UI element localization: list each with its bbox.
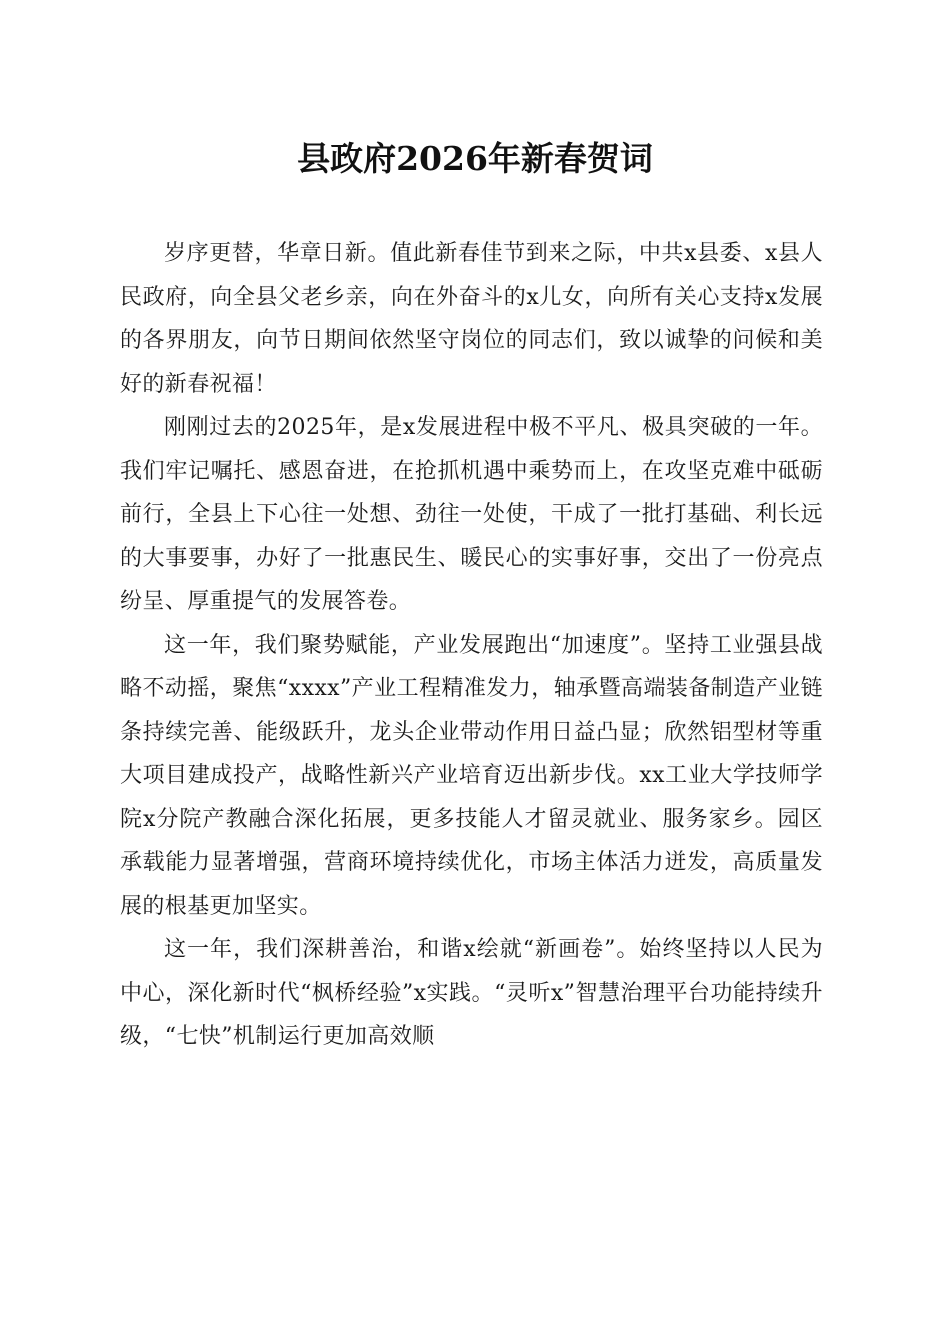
- paragraph-review-2025: 刚刚过去的2025年，是x发展进程中极不平凡、极具突破的一年。我们牢记嘱托、感恩奋进，在抢抓机遇中乘势而上，在攻坚克难中砥砺前行，全县上下心往一处想、劲往一处使，干成了一批打基础、利长远的大事要事，办好了一批惠民生、暖民心的实事好事，交出了一份亮点纷呈、厚重提气的发展答卷。: [120, 415, 823, 614]
- paragraph-industry: 这一年，我们聚势赋能，产业发展跑出“加速度”。坚持工业强县战略不动摇，聚焦“xxxx”产业工程精准发力，轴承暨高端装备制造产业链条持续完善、能级跃升，龙头企业带动作用日益凸显；欣然铝型材等重大项目建成投产，战略性新兴产业培育迈出新步伐。xx工业大学技师学院x分院产教融合深化拓展，更多技能人才留灵就业、服务家乡。园区承载能力显著增强，营商环境持续优化，市场主体活力迸发，高质量发展的根基更加坚实。: [120, 632, 823, 919]
- document-title: 县政府2026年新春贺词: [297, 139, 653, 178]
- paragraph-greeting: 岁序更替，华章日新。值此新春佳节到来之际，中共x县委、x县人民政府，向全县父老乡亲，向在外奋斗的x儿女，向所有关心支持x发展的各界朋友，向节日期间依然坚守岗位的同志们，致以诚挚的问候和美好的新春祝福！: [120, 241, 823, 397]
- document-body: [120, 232, 823, 1232]
- paragraph-governance: 这一年，我们深耕善治，和谐x绘就“新画卷”。始终坚持以人民为中心，深化新时代“枫桥经验”x实践。“灵听x”智慧治理平台功能持续升级，“七快”机制运行更加高效顺: [120, 937, 823, 1049]
